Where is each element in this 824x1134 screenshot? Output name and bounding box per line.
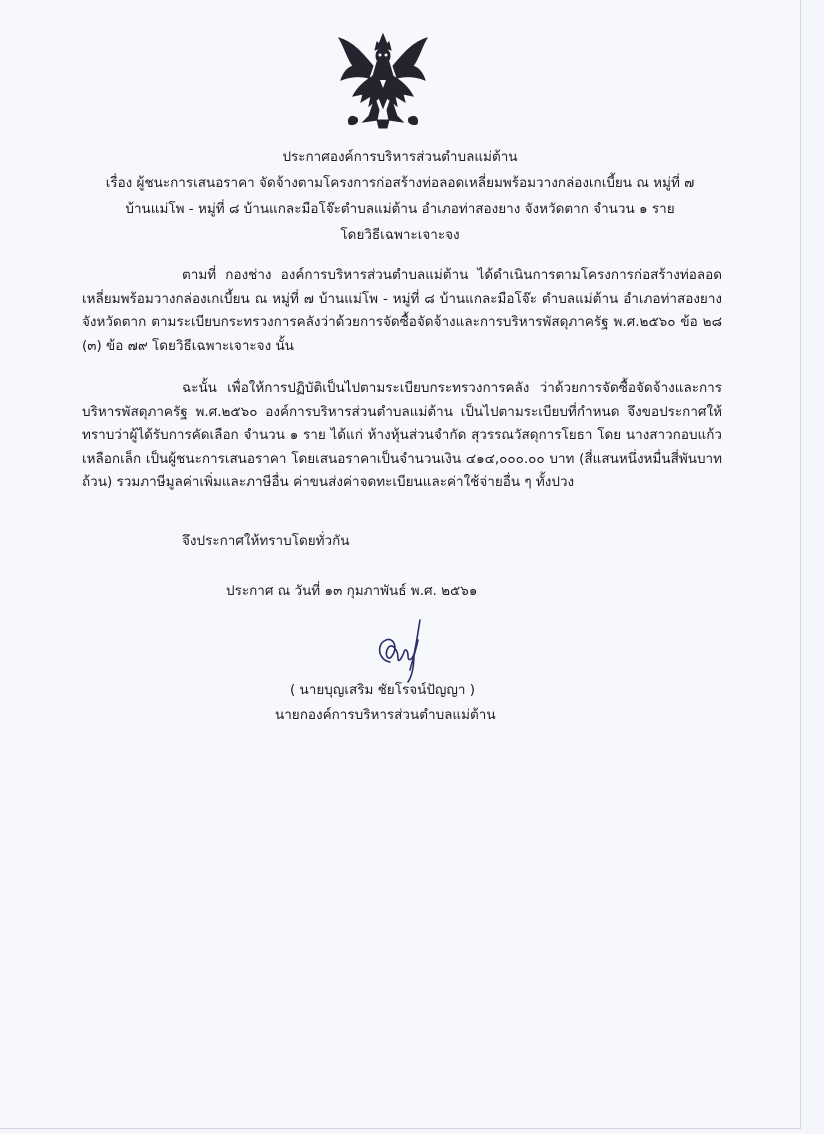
closing-statement: จึงประกาศให้ทราบโดยทั่วกัน [182, 533, 350, 549]
announcement-date: ประกาศ ณ วันที่ ๑๓ กุมภาพันธ์ พ.ศ. ๒๕๖๑ [226, 583, 478, 599]
subject-line-2: บ้านแม่โพ - หมู่ที่ ๘ บ้านแกละมือโจ๊ะตำบลแม่ต้าน อำเภอท่าสองยาง จังหวัดตาก จำนวน ๑ ราย [125, 201, 675, 217]
subject-line-3: โดยวิธีเฉพาะเจาะจง [340, 227, 460, 243]
garuda-emblem [333, 32, 433, 130]
signer-position: นายกองค์การบริหารส่วนตำบลแม่ต้าน [275, 707, 496, 723]
handwritten-signature [372, 610, 432, 685]
signer-name: ( นายบุญเสริม ชัยโรจน์ปัญญา ) [290, 682, 476, 698]
subject-line-1: เรื่อง ผู้ชนะการเสนอราคา จัดจ้างตามโครงการก่อสร้างท่อลอดเหลี่ยมพร้อมวางกล่องเกเบี้ยน ณ หมู่ที่ ๗ [105, 175, 695, 191]
announcement-title: ประกาศองค์การบริหารส่วนตำบลแม่ต้าน [282, 149, 518, 165]
body-paragraph-1: ตามที่ กองช่าง องค์การบริหารส่วนตำบลแม่ต้าน ได้ดำเนินการตามโครงการก่อสร้างท่อลอดเหลี่ยมพร้อมวางกล่องเกเบี้ยน ณ หมู่ที่ ๗ บ้านแม่โพ - หมู่ที่ ๘ บ้านแกละมือโจ๊ะ ตำบลแม่ต้าน อำเภอท่าสองยาง จังหวัดตาก ตามระเบียบกระทรวงการคลังว่าด้วยการจัดซื้อจัดจ้างและการบริหารพัสดุภาครัฐ พ.ศ.๒๕๖๐ ข้อ ๒๘ (๓) ข้อ ๗๙ โดยวิธีเฉพาะเจาะจง นั้น [82, 267, 722, 354]
body-paragraph-2: ฉะนั้น เพื่อให้การปฏิบัติเป็นไปตามระเบียบกระทรวงการคลัง ว่าด้วยการจัดซื้อจัดจ้างและการบริหารพัสดุภาครัฐ พ.ศ.๒๕๖๐ องค์การบริหารส่วนตำบลแม่ต้าน เป็นไปตามระเบียบที่กำหนด จึงขอประกาศให้ทราบว่าผู้ได้รับการคัดเลือก จำนวน ๑ ราย ได้แก่ ห้างหุ้นส่วนจำกัด สุวรรณวัสดุการโยธา โดย นางสาวกอบแก้ว เหลือกเล็ก เป็นผู้ชนะการเสนอราคา โดยเสนอราคาเป็นจำนวนเงิน ๔๑๔,๐๐๐.๐๐ บาท (สี่แสนหนึ่งหมื่นสี่พันบาทถ้วน) รวมภาษีมูลค่าเพิ่มและภาษีอื่น ค่าขนส่งค่าจดทะเบียนและค่าใช้จ่ายอื่น ๆ ทั้งปวง [82, 380, 722, 490]
